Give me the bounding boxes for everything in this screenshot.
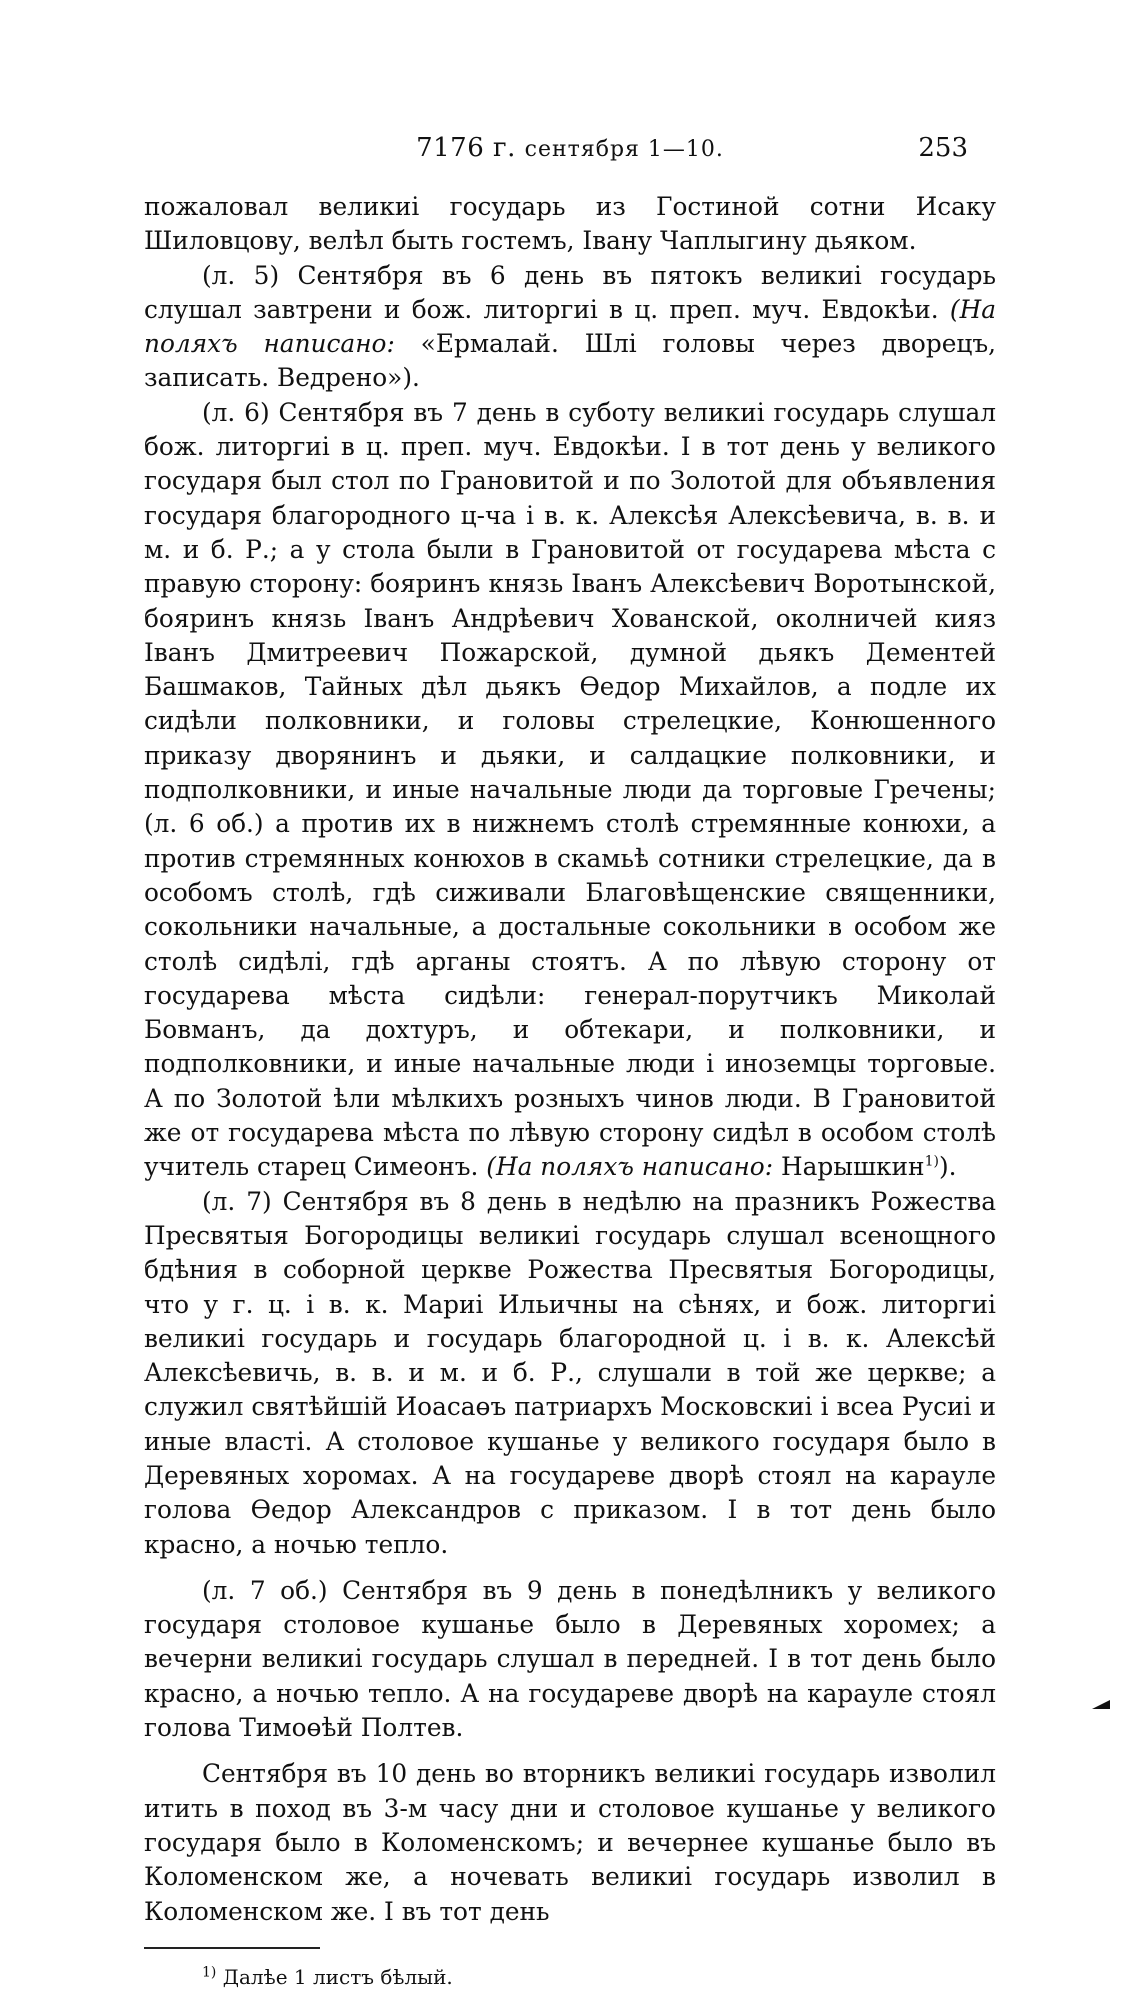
page-number: 253: [918, 133, 968, 163]
paragraph: (л. 7 об.) Сентября въ 9 день в понедѣлникъ у великого государя столовое кушанье было в Деревяных хоромех; а вечерни великиі государь слушал в передней. І в тот день было красно, а ночью тепло. А на государеве дворѣ на карауле стоял голова Тимоөѣй Полтев.: [144, 1575, 996, 1743]
paragraph: пожаловал великиі государь из Гостиной сотни Исаку Шиловцову, велѣл быть гостемъ, Івану Чаплыгину дьяком.: [144, 192, 996, 256]
document-body: [144, 190, 996, 1929]
header-title: [144, 128, 996, 170]
footnote-rule: [144, 1947, 320, 1949]
footnote-ref: 1): [924, 1154, 939, 1171]
margin-note-label: (На поляхъ написано:: [486, 1152, 774, 1182]
paragraph-text: (л. 6) Сентября въ 7 день в суботу великиі государь слушал бож. литоргиі в ц. преп. муч. Евдокѣи. І в тот день у великого государя был стол по Грановитой и по Золотой для объявления государя благородного ц-ча і в. к. Алексѣя Алексѣевича, в. в. и м. и б. Р.; а у стола были в Грановитой от государева мѣста с правую сторону: бояринъ князь Іванъ Алексѣевич Воротынской, бояринъ князь Іванъ Андрѣевич Хованской, околничей кияз Іванъ Дмитреевич Пожарской, думной дьякъ Дементей Башмаков, Тайных дѣл дьякъ Өедор Михайлов, а подле их сидѣли полковники, и головы стрелецкие, Конюшенного приказу дворянинъ и дьяки, и салдацкие полковники, и подполковники, и иные начальные люди да торговые Гречены; (л. 6 об.) а против их в нижнемъ столѣ стремянные конюхи, а против стремянных конюхов в скамьѣ сотники стрелецкие, да в особомъ столѣ, гдѣ сиживали Благовѣщенские священники, сокольники начальные, а достальные сокольники в особом же столѣ сидѣлі, гдѣ арганы стоятъ. А по лѣвую сторону от государева мѣста сидѣли: генерал-порутчикъ Миколай Бовманъ, да дохтуръ, и обтекари, и полковники, и подполковники, и иные начальные люди і иноземцы торговые. А по Золотой ѣли мѣлкихъ розныхъ чинов люди. В Грановитой же от государева мѣста по лѣвую сторону сидѣл в особом столѣ учитель старец Симеонъ.: [144, 397, 996, 1182]
running-header: [144, 128, 996, 168]
margin-note-text: Нарышкин: [773, 1152, 925, 1182]
margin-note-text: «Ермалай. Шлі головы через дворецъ, записать. Ведрено»).: [144, 329, 996, 393]
header-year: 7176 г.: [416, 133, 516, 163]
margin-note-close: ).: [938, 1152, 957, 1182]
header-month-range: сентября 1—10.: [524, 137, 724, 162]
margin-note-label: (На поляхъ написано:: [144, 294, 996, 359]
footnote-text: Далѣе 1 листъ бѣлый.: [216, 1964, 453, 1989]
footnote: [202, 1963, 996, 1991]
paragraph: [144, 396, 996, 1185]
page: [144, 128, 996, 1991]
paragraph: (л. 7) Сентября въ 8 день в недѣлю на празникъ Рожества Пресвятыя Богородицы великиі государь слушал всенощного бдѣния в соборной церкве Рожества Пресвятыя Богородицы, что у г. ц. і в. к. Мариі Ильичны на сѣнях, и бож. литоргиі великиі государь и государь благородной ц. і в. к. Алексѣй Алексѣевичь, в. в. и м. и б. Р., слушали в той же церкве; а служил святѣйшій Иоасаөъ патриархъ Московскиі і всеа Русиі и иные властi. А столовое кушанье у великого государя было в Деревяных хоромах. А на государеве дворѣ стоял на карауле голова Өедор Александров с приказом. І в тот день было красно, а ночью тепло.: [144, 1186, 996, 1559]
footnote-marker: 1): [202, 1964, 217, 1981]
paragraph: [144, 259, 996, 396]
paragraph: Сентября въ 10 день во вторникъ великиі государь изволил итить в поход въ 3-м часу дни и столовое кушанье у великого государя было в Коломенскомъ; и вечернее кушанье было въ Коломенском же, а ночевать великиі государь изволил в Коломенском же. І въ тот день: [144, 1759, 996, 1926]
corner-mark-icon: [1092, 1700, 1110, 1709]
paragraph-text: (л. 5) Сентября въ 6 день въ пятокъ великиі государь слушал завтрени и бож. литоргиі в ц. преп. муч. Евдокѣи.: [144, 260, 996, 324]
